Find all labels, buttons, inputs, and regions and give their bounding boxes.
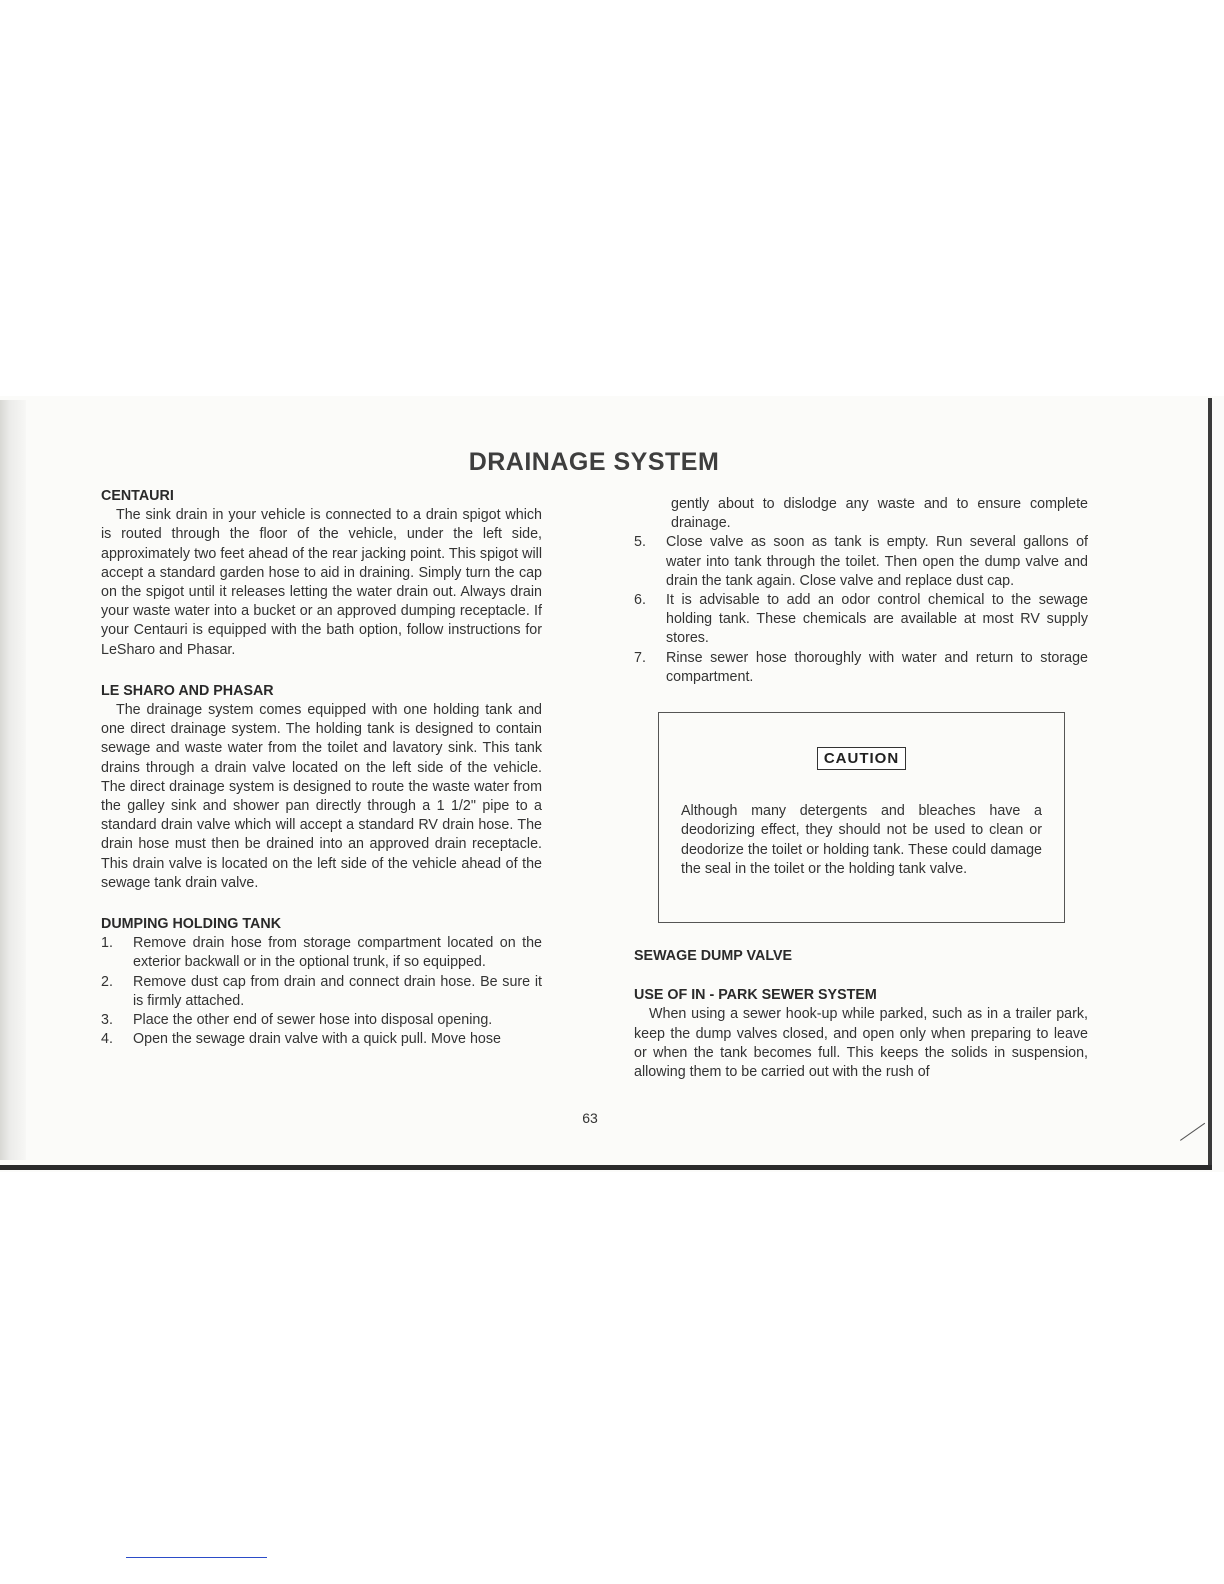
page-right-edge xyxy=(1208,398,1212,1168)
centauri-paragraph: The sink drain in your vehicle is connected to a drain spigot which is routed through the floor of the vehicle, under the left side, approximately two feet ahead of the rear jacking point. This spigot will accept a standard garden hose to aid in draining. Simply turn the cap on the spigot until it releases letting the water drain out. Always drain your waste water into a bucket or an approved dumping receptacle. If your Centauri is equipped with the bath option, follow instructions for LeSharo and Phasar. xyxy=(101,507,542,658)
list-item xyxy=(101,1030,542,1049)
step-number: 2. xyxy=(101,973,113,990)
list-item xyxy=(634,649,1088,687)
in-park-paragraph: When using a sewer hook-up while parked, such as in a trailer park, keep the dump valves closed, and open only when preparing to leave or when the tank becomes full. This keeps the solids in suspension, allowing them to be carried out with the rush of xyxy=(634,1006,1088,1081)
in-park-heading: USE OF IN - PARK SEWER SYSTEM xyxy=(634,987,877,1004)
right-column xyxy=(634,495,1088,1082)
bottom-underline xyxy=(126,1557,267,1558)
list-item xyxy=(101,934,542,972)
caution-label: CAUTION xyxy=(817,747,906,770)
dumping-steps-list xyxy=(101,934,542,1049)
step-text: Remove drain hose from storage compartment located on the exterior backwall or in the optional trunk, if so equipped. xyxy=(133,935,542,971)
list-item xyxy=(101,973,542,1011)
step-text: It is advisable to add an odor control chemical to the sewage holding tank. These chemicals are available at most RV supply stores. xyxy=(666,592,1088,647)
caution-text: Although many detergents and bleaches have a deodorizing effect, they should not be used to clean or deodorize the toilet or holding tank. These could damage the seal in the toilet or the holding tank valve. xyxy=(681,803,1042,877)
step-number: 1. xyxy=(101,935,113,952)
step-number: 7. xyxy=(634,649,646,666)
list-item xyxy=(101,1011,542,1030)
page-title: DRAINAGE SYSTEM xyxy=(468,448,720,476)
sewage-dump-valve-heading: SEWAGE DUMP VALVE xyxy=(634,948,793,965)
step-text: Remove dust cap from drain and connect drain hose. Be sure it is firmly attached. xyxy=(133,973,542,1009)
list-item xyxy=(634,591,1088,649)
centauri-heading: CENTAURI xyxy=(101,488,174,504)
list-item xyxy=(634,533,1088,591)
dumping-heading: DUMPING HOLDING TANK xyxy=(101,916,282,933)
page-bottom-edge xyxy=(0,1165,1212,1170)
step-4-continuation: gently about to dislodge any waste and to ensure complete drainage. xyxy=(671,496,1088,532)
lesharo-paragraph: The drainage system comes equipped with one holding tank and one direct drainage system. The holding tank is designed to contain sewage and waste water from the toilet and lavatory sink. This tank drains through a drain valve located on the left side of the vehicle. The direct drainage system is designed to route the waste water from the galley sink and shower pan directly through a 1 1/2" pipe to a standard drain valve which will accept a standard RV drain hose. The drain hose must then be drained into an approved drain receptacle. This drain valve is located on the left side of the vehicle ahead of the sewage tank drain valve. xyxy=(101,702,542,891)
step-number: 3. xyxy=(101,1012,113,1029)
step-text: Close valve as soon as tank is empty. Run several gallons of water into tank through the toilet. Then open the dump valve and drain the tank again. Close valve and replace dust cap. xyxy=(666,534,1088,589)
page-gutter-shadow xyxy=(0,400,26,1160)
page-number: 63 xyxy=(582,1110,598,1126)
left-column xyxy=(101,487,542,1049)
right-steps-list xyxy=(634,533,1088,687)
step-number: 6. xyxy=(634,592,646,609)
lesharo-heading: LE SHARO AND PHASAR xyxy=(101,682,274,699)
step-number: 5. xyxy=(634,534,646,551)
step-text: Rinse sewer hose thoroughly with water and return to storage compartment. xyxy=(666,649,1088,685)
step-number: 4. xyxy=(101,1031,113,1048)
step-text: Place the other end of sewer hose into disposal opening. xyxy=(133,1012,493,1029)
step-text: Open the sewage drain valve with a quick pull. Move hose xyxy=(133,1031,501,1048)
caution-box xyxy=(658,712,1065,923)
